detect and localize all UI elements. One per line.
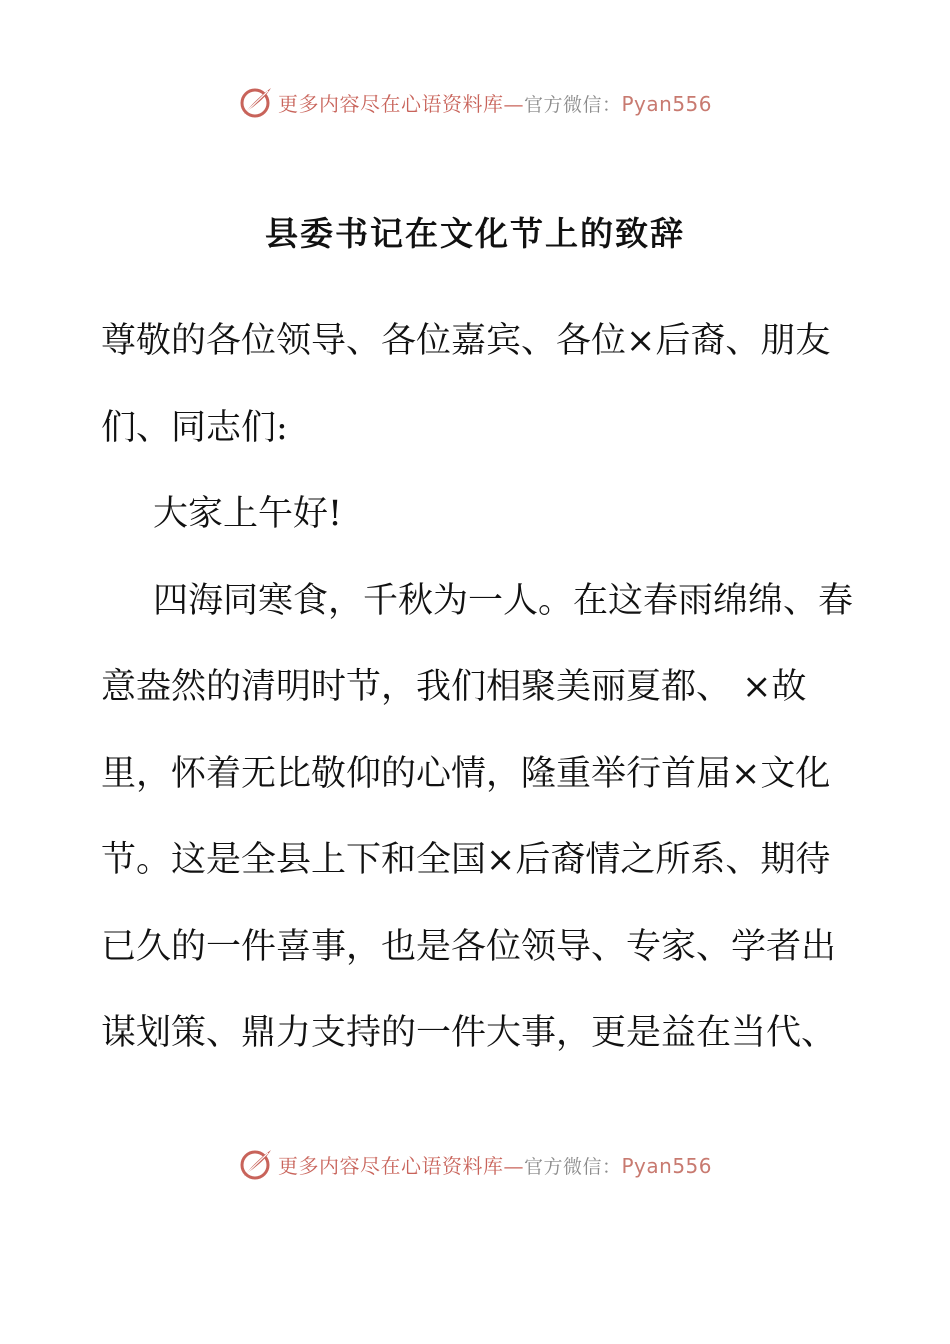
watermark-separator: —	[503, 1153, 524, 1178]
salutation: 尊敬的各位领导、各位嘉宾、各位×后裔、朋友们、同志们:	[101, 321, 831, 448]
paragraph: 四海同寒食，千秋为一人。在这春雨绵绵、春意盎然的清明时节，我们相聚美丽夏都、 ×故里，怀着无比敬仰的心情，隆重举行首届×文化节。这是全县上下和全国×后裔情之所系、期待已久的一件喜事，也是各位领导、专家、学者出谋划策、鼎力支持的一件大事，更是益在当代、	[101, 580, 854, 1053]
watermark-label: 官方微信：	[523, 93, 622, 116]
feather-pen-circle-icon	[238, 1146, 274, 1182]
watermark-text	[278, 88, 712, 117]
watermark-label: 官方微信：	[523, 1155, 622, 1178]
watermark-brand: 更多内容尽在心语资料库	[277, 1153, 504, 1178]
watermark-brand: 更多内容尽在心语资料库	[277, 91, 504, 116]
watermark-text	[278, 1150, 712, 1179]
footer-watermark	[0, 1142, 950, 1186]
watermark-wechat-id: Pyan556	[621, 91, 713, 116]
watermark-separator: —	[503, 91, 524, 116]
greeting: 大家上午好!	[153, 494, 343, 534]
document-body	[101, 298, 861, 1077]
document-title: 县委书记在文化节上的致辞	[265, 214, 685, 253]
header-watermark	[0, 80, 950, 124]
watermark-wechat-id: Pyan556	[621, 1153, 713, 1178]
feather-pen-circle-icon	[238, 84, 274, 120]
